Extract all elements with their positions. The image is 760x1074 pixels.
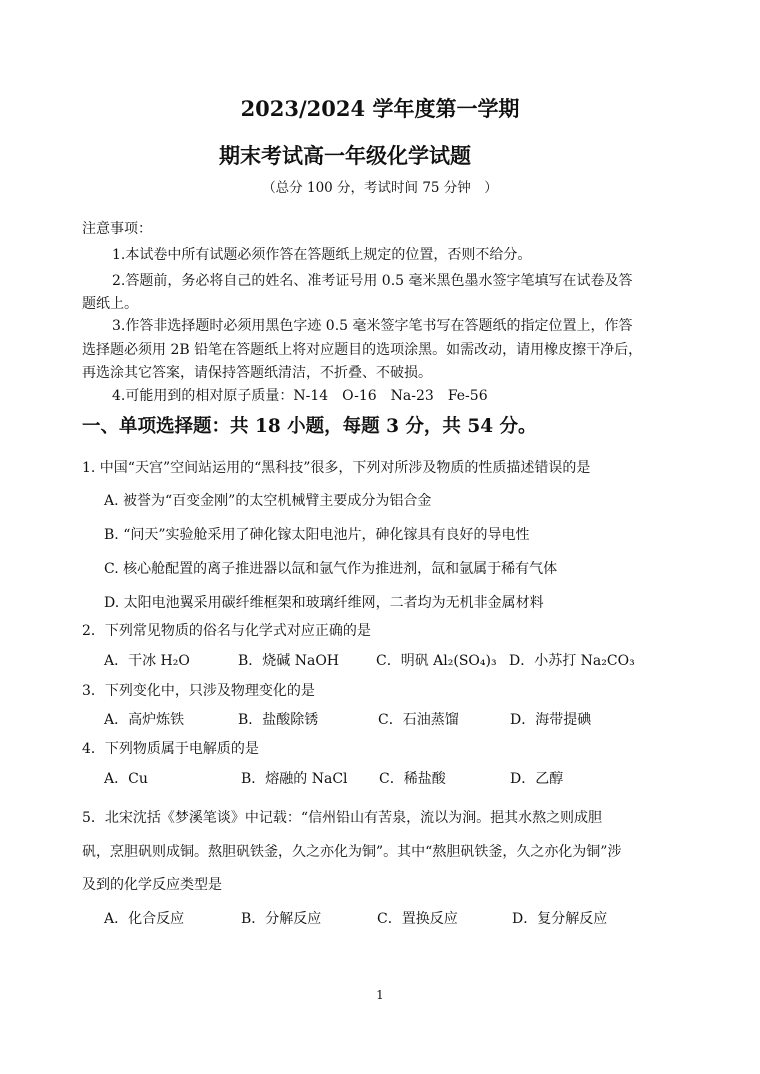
question-stem: 3．下列变化中，只涉及物理变化的是 xyxy=(82,683,315,699)
question-stem: 4．下列物质属于电解质的是 xyxy=(82,741,259,757)
notice-line: 1.本试卷中所有试题必须作答在答题纸上规定的位置，否则不给分。 xyxy=(112,247,532,263)
notice-line: 题纸上。 xyxy=(82,296,138,312)
answer-option: A．干冰 H₂O xyxy=(104,653,190,669)
answer-option: B．熔融的 NaCl xyxy=(241,771,348,787)
answer-option: D．小苏打 Na₂CO₃ xyxy=(509,653,635,669)
answer-option: A．化合反应 xyxy=(104,911,185,927)
answer-option: C．置换反应 xyxy=(377,911,458,927)
exam-title: 期末考试高一年级化学试题 xyxy=(219,143,471,168)
answer-option: A. 被誉为“百变金刚”的太空机械臂主要成分为铝合金 xyxy=(104,493,432,509)
question-stem: 5．北宋沈括《梦溪笔谈》中记载：“信州铅山有苦泉，流以为涧。挹其水熬之则成胆 xyxy=(82,810,603,826)
answer-option: B. “问天”实验舱采用了砷化镓太阳电池片，砷化镓具有良好的导电性 xyxy=(104,527,530,543)
answer-option: D．乙醇 xyxy=(510,771,564,787)
answer-option: B．盐酸除锈 xyxy=(238,712,319,728)
notice-line: 4.可能用到的相对原子质量：N-14 O-16 Na-23 Fe-56 xyxy=(112,388,488,404)
options-row xyxy=(104,650,635,670)
answer-option: B．分解反应 xyxy=(241,911,322,927)
question-stem: 矾，烹胆矾则成铜。熬胆矾铁釜，久之亦化为铜”。其中“熬胆矾铁釜，久之亦化为铜”涉 xyxy=(82,844,622,860)
question-stem: 1. 中国“天宫”空间站运用的“黑科技”很多，下列对所涉及物质的性质描述错误的是 xyxy=(82,460,591,476)
answer-option: C．石油蒸馏 xyxy=(378,712,459,728)
answer-option: A．Cu xyxy=(104,771,148,787)
answer-option: D．海带提碘 xyxy=(510,712,592,728)
notice-line: 再选涂其它答案，请保持答题纸清洁，不折叠、不破损。 xyxy=(82,365,432,381)
answer-option: D. 太阳电池翼采用碳纤维框架和玻璃纤维网，二者均为无机非金属材料 xyxy=(104,595,544,611)
answer-option: B．烧碱 NaOH xyxy=(238,653,340,669)
options-row xyxy=(104,709,591,729)
options-row xyxy=(104,768,563,788)
answer-option: C．明矾 Al₂(SO₄)₃ xyxy=(376,653,497,669)
section-title: 一、单项选择题：共 18 小题，每题 3 分，共 54 分。 xyxy=(82,416,537,437)
page-number: 1 xyxy=(376,988,384,1002)
options-row xyxy=(104,908,607,928)
notice-line: 2.答题前，务必将自己的姓名、准考证号用 0.5 毫米黑色墨水签字笔填写在试卷及答 xyxy=(112,273,633,289)
notice-line: 选择题必须用 2B 铅笔在答题纸上将对应题目的选项涂黑。如需改动，请用橡皮擦干净后， xyxy=(82,342,643,358)
answer-option: D．复分解反应 xyxy=(512,911,608,927)
exam-subtitle: （总分 100 分，考试时间 75 分钟 ） xyxy=(262,180,498,196)
answer-option: C．稀盐酸 xyxy=(379,771,446,787)
answer-option: A．高炉炼铁 xyxy=(104,712,185,728)
exam-title-term: 2023/2024 学年度第一学期 xyxy=(240,96,520,121)
question-stem: 2．下列常见物质的俗名与化学式对应正确的是 xyxy=(82,623,371,639)
answer-option: C. 核心舱配置的离子推进器以氙和氩气作为推进剂，氙和氩属于稀有气体 xyxy=(104,561,558,577)
notice-line: 3.作答非选择题时必须用黑色字迹 0.5 毫米签字笔书写在答题纸的指定位置上，作答 xyxy=(112,318,633,334)
question-stem: 及到的化学反应类型是 xyxy=(82,877,222,893)
notice-heading: 注意事项： xyxy=(82,221,152,237)
